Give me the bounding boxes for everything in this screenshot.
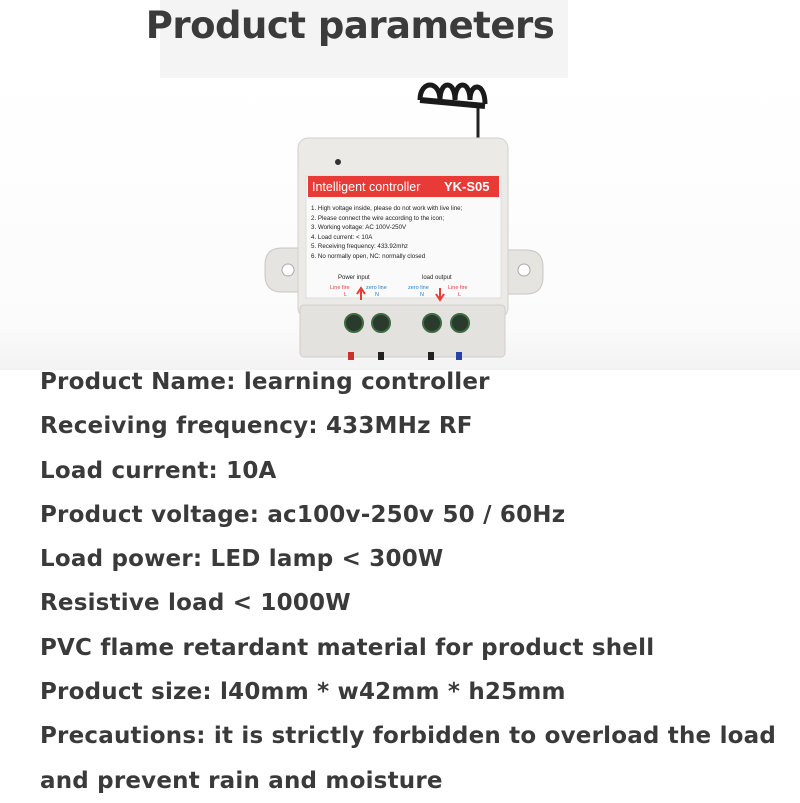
instruction-line: 6. No normally open, NC: normally closed (311, 252, 426, 260)
terminal-l1-label: L (344, 292, 348, 298)
model-number: YK-S05 (444, 179, 490, 194)
label-title: Intelligent controller (312, 180, 421, 194)
terminal-l2-label: L (458, 292, 462, 298)
mounting-tab-left (265, 248, 300, 292)
antenna-icon (420, 85, 485, 140)
status-led-icon (335, 159, 341, 165)
power-input-label: Power input (338, 275, 370, 281)
spec-precautions-continued: and prevent rain and moisture (40, 767, 443, 794)
spec-shell-material: PVC flame retardant material for product shell (40, 634, 655, 661)
instruction-line: 2. Please connect the wire according to the icon; (311, 214, 445, 222)
instruction-line: 1. High voltage inside, please do not work with live line; (311, 205, 463, 212)
spec-resistive-load: Resistive load < 1000W (40, 590, 351, 617)
terminal-n1-label: N (375, 292, 379, 298)
zero-line-right-label: zero line (408, 285, 429, 291)
spec-load-power: Load power: LED lamp < 300W (40, 546, 444, 573)
label-instructions (311, 204, 501, 262)
spec-precautions: Precautions: it is strictly forbidden to overload the load (40, 723, 777, 750)
spec-list (40, 360, 780, 803)
load-output-label: load output (422, 275, 452, 281)
spec-load-current: Load current: 10A (40, 457, 277, 484)
line-fire-left-label: Line fire (330, 285, 350, 291)
instruction-line: 4. Load current: < 10A (311, 233, 373, 241)
instruction-line: 3. Working voltage: AC 100V-250V (311, 224, 407, 232)
product-photo (0, 0, 800, 370)
terminal-block (300, 305, 505, 357)
spec-product-name: Product Name: learning controller (40, 369, 490, 395)
spec-product-size: Product size: l40mm * w42mm * h25mm (40, 679, 566, 706)
spec-receiving-frequency: Receiving frequency: 433MHz RF (40, 413, 473, 440)
line-fire-right-label: Line fire (448, 285, 468, 291)
zero-line-left-label: zero line (366, 285, 387, 291)
mounting-tab-right (506, 250, 543, 294)
terminal-n2-label: N (420, 292, 424, 298)
page-title: Product parameters (145, 4, 555, 47)
spec-product-voltage: Product voltage: ac100v-250v 50 / 60Hz (40, 501, 566, 528)
instruction-line: 5. Receiving frequency: 433.92mhz (311, 243, 408, 251)
